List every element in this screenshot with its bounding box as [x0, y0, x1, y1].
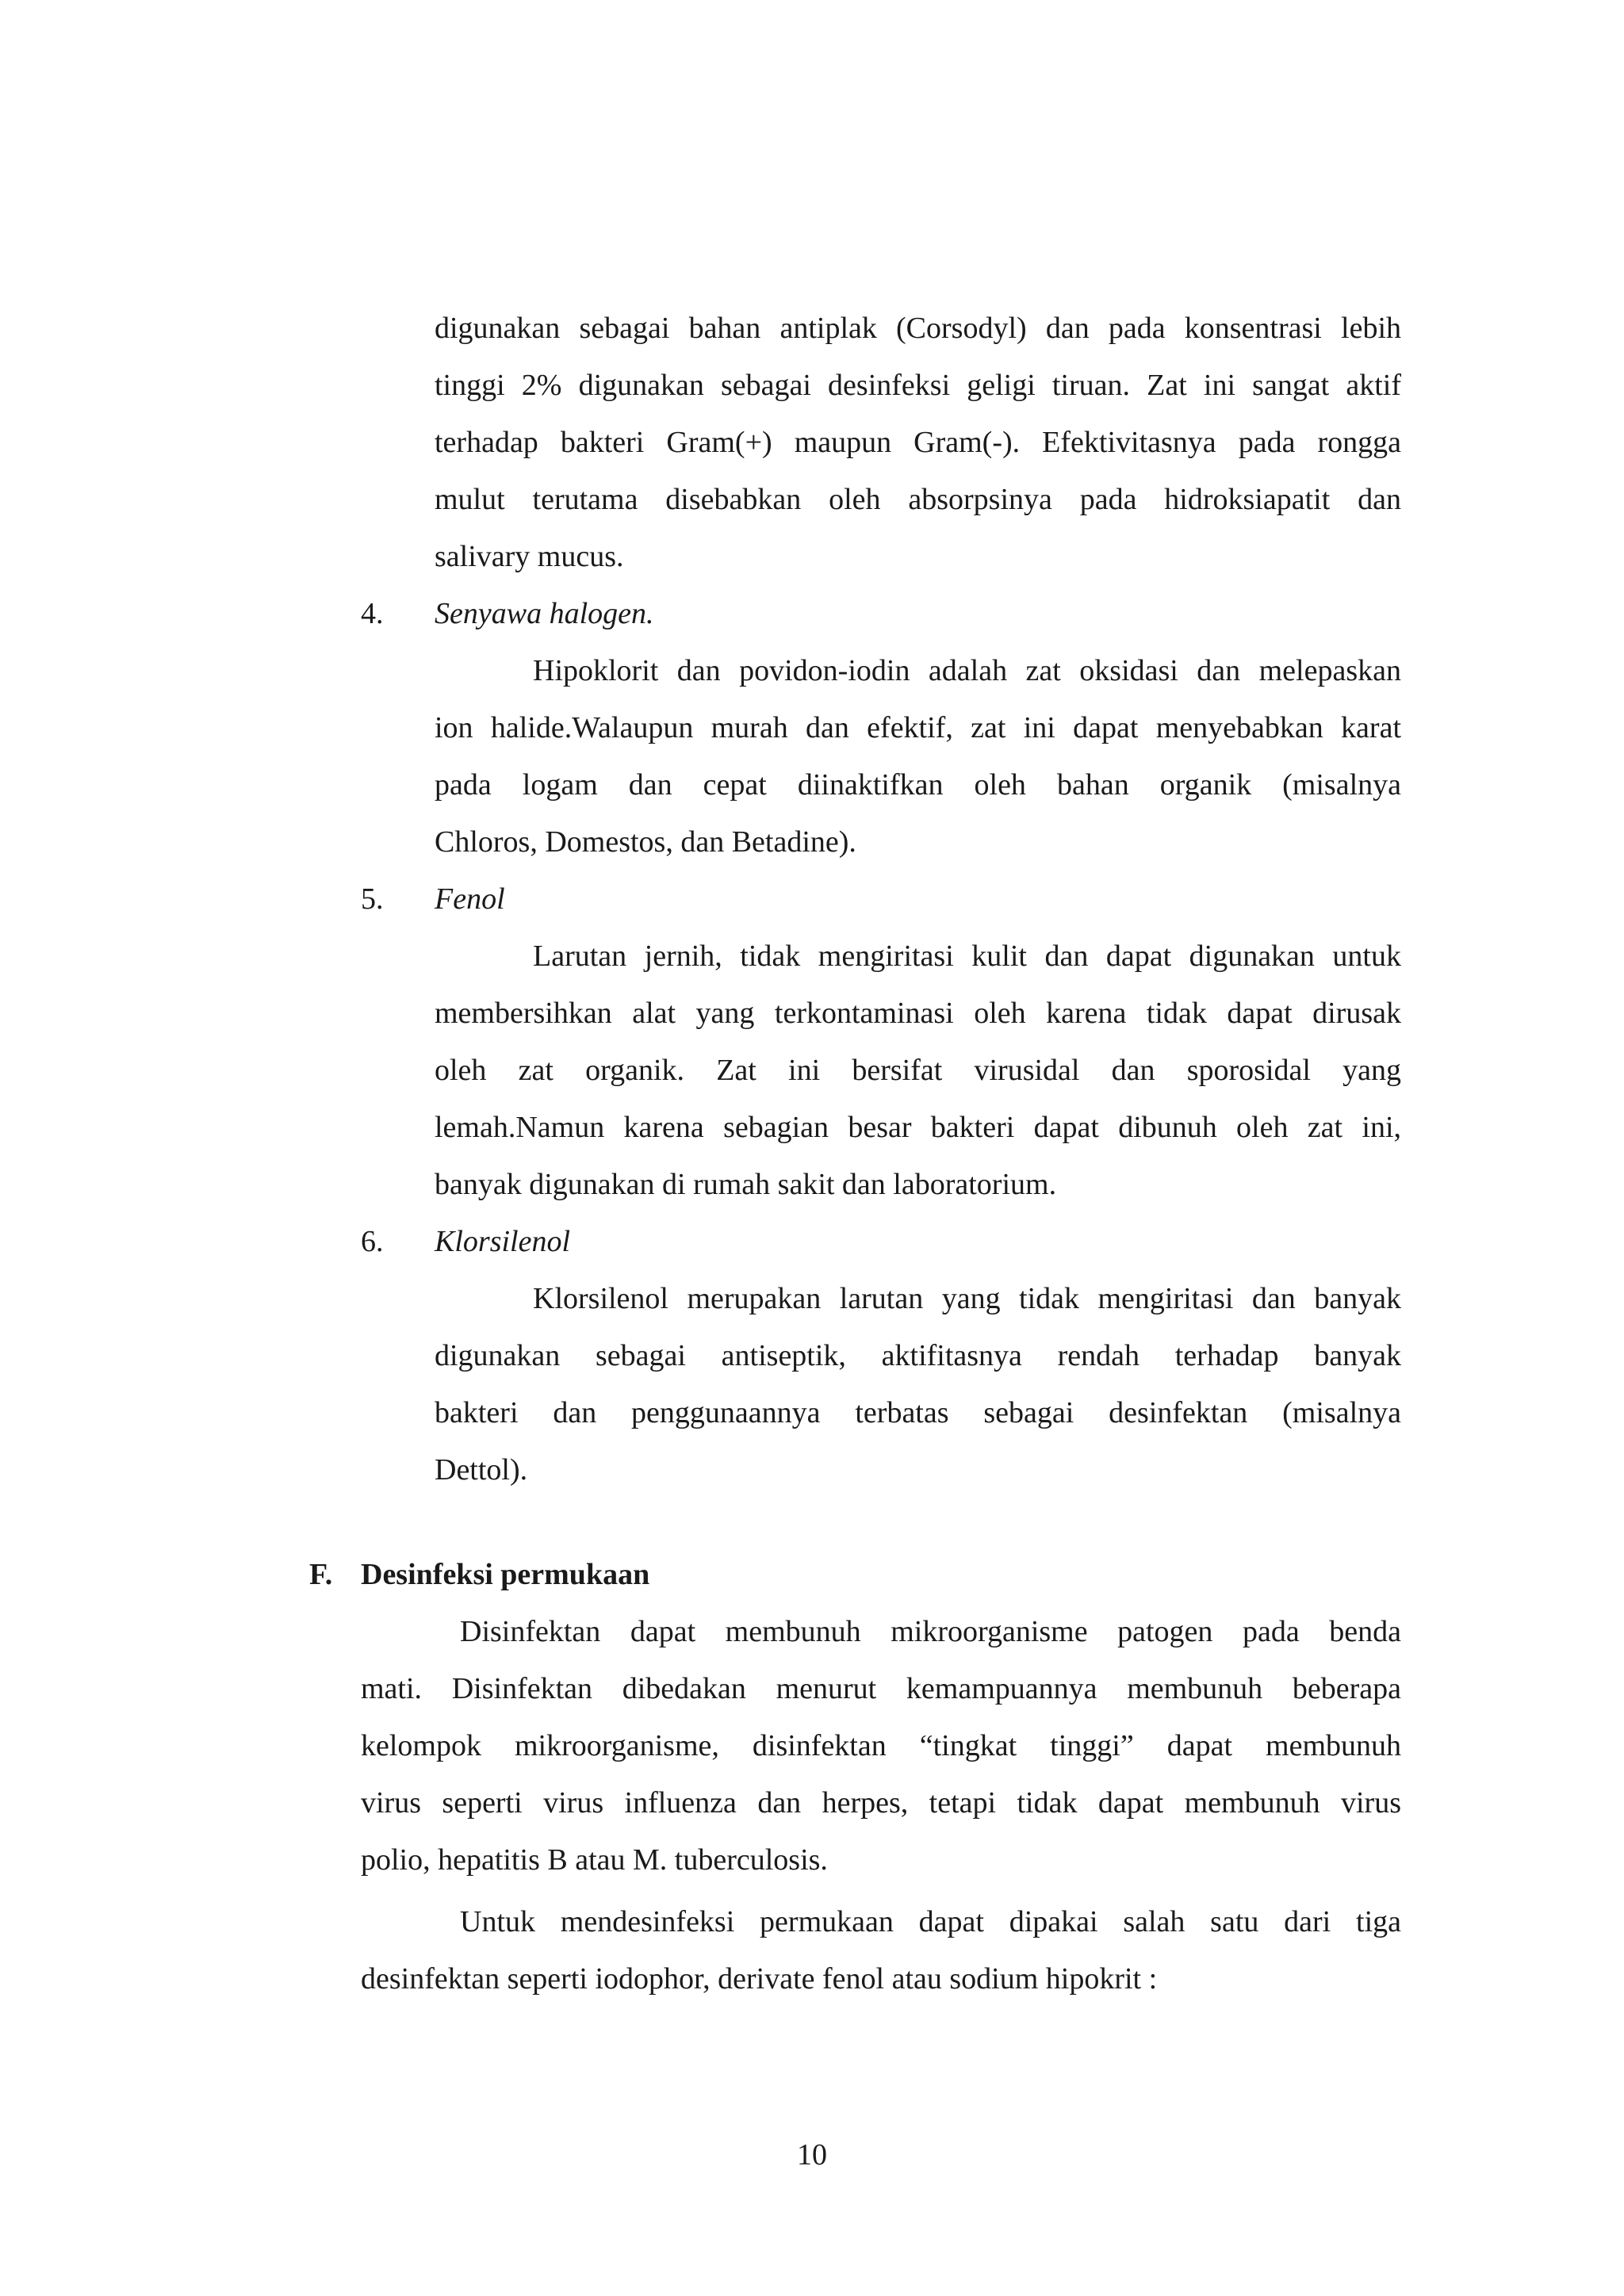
- item3-line-2: tinggi 2% digunakan sebagai desinfeksi geligi tiruan. Zat ini sangat aktif: [435, 369, 1401, 402]
- item4-line-1: Hipoklorit dan povidon-iodin adalah zat oksidasi dan melepaskan: [533, 654, 1401, 687]
- item6-title: Klorsilenol: [435, 1225, 571, 1258]
- item3-line-3: terhadap bakteri Gram(+) maupun Gram(-). Efektivitasnya pada rongga: [435, 426, 1401, 459]
- item6-line-4: Dettol).: [435, 1453, 528, 1487]
- section-f-para2-line-2: desinfektan seperti iodophor, derivate fenol atau sodium hipokrit :: [361, 1962, 1158, 1996]
- item3-line-1: digunakan sebagai bahan antiplak (Corsodyl) dan pada konsentrasi lebih: [435, 312, 1401, 345]
- section-f-title: Desinfeksi permukaan: [361, 1558, 650, 1591]
- item5-line-2: membersihkan alat yang terkontaminasi oleh karena tidak dapat dirusak: [435, 997, 1401, 1030]
- item6-line-1: Klorsilenol merupakan larutan yang tidak mengiritasi dan banyak: [533, 1282, 1401, 1315]
- section-f-para1-line-3: kelompok mikroorganisme, disinfektan “tingkat tinggi” dapat membunuh: [361, 1729, 1401, 1762]
- section-f-para1-line-1: Disinfektan dapat membunuh mikroorganisme patogen pada benda: [460, 1615, 1401, 1648]
- section-f-para2-line-1: Untuk mendesinfeksi permukaan dapat dipakai salah satu dari tiga: [460, 1905, 1401, 1938]
- item5-title: Fenol: [435, 882, 505, 916]
- item3-line-4: mulut terutama disebabkan oleh absorpsinya pada hidroksiapatit dan: [435, 483, 1401, 516]
- item6-line-3: bakteri dan penggunaannya terbatas sebagai desinfektan (misalnya: [435, 1396, 1401, 1429]
- item5-line-4: lemah.Namun karena sebagian besar bakteri dapat dibunuh oleh zat ini,: [435, 1111, 1401, 1144]
- item4-line-4: Chloros, Domestos, dan Betadine).: [435, 825, 856, 859]
- item4-title: Senyawa halogen.: [435, 597, 654, 630]
- item6-line-2: digunakan sebagai antiseptik, aktifitasnya rendah terhadap banyak: [435, 1339, 1401, 1372]
- item3-line-5: salivary mucus.: [435, 540, 624, 573]
- section-f-para1-line-4: virus seperti virus influenza dan herpes, tetapi tidak dapat membunuh virus: [361, 1786, 1401, 1820]
- item4-line-2: ion halide.Walaupun murah dan efektif, zat ini dapat menyebabkan karat: [435, 711, 1401, 744]
- page-number: 10: [797, 2138, 827, 2172]
- item4-line-3: pada logam dan cepat diinaktifkan oleh bahan organik (misalnya: [435, 768, 1401, 802]
- item5-line-5: banyak digunakan di rumah sakit dan laboratorium.: [435, 1168, 1057, 1201]
- item5-line-1: Larutan jernih, tidak mengiritasi kulit dan dapat digunakan untuk: [533, 939, 1401, 973]
- section-f-para1-line-2: mati. Disinfektan dibedakan menurut kemampuannya membunuh beberapa: [361, 1672, 1401, 1705]
- item6-number: 6.: [361, 1225, 384, 1258]
- section-f-para1-line-5: polio, hepatitis B atau M. tuberculosis.: [361, 1843, 828, 1877]
- item5-number: 5.: [361, 882, 384, 916]
- item4-number: 4.: [361, 597, 384, 630]
- item5-line-3: oleh zat organik. Zat ini bersifat virusidal dan sporosidal yang: [435, 1054, 1401, 1087]
- section-f-label: F.: [309, 1558, 333, 1591]
